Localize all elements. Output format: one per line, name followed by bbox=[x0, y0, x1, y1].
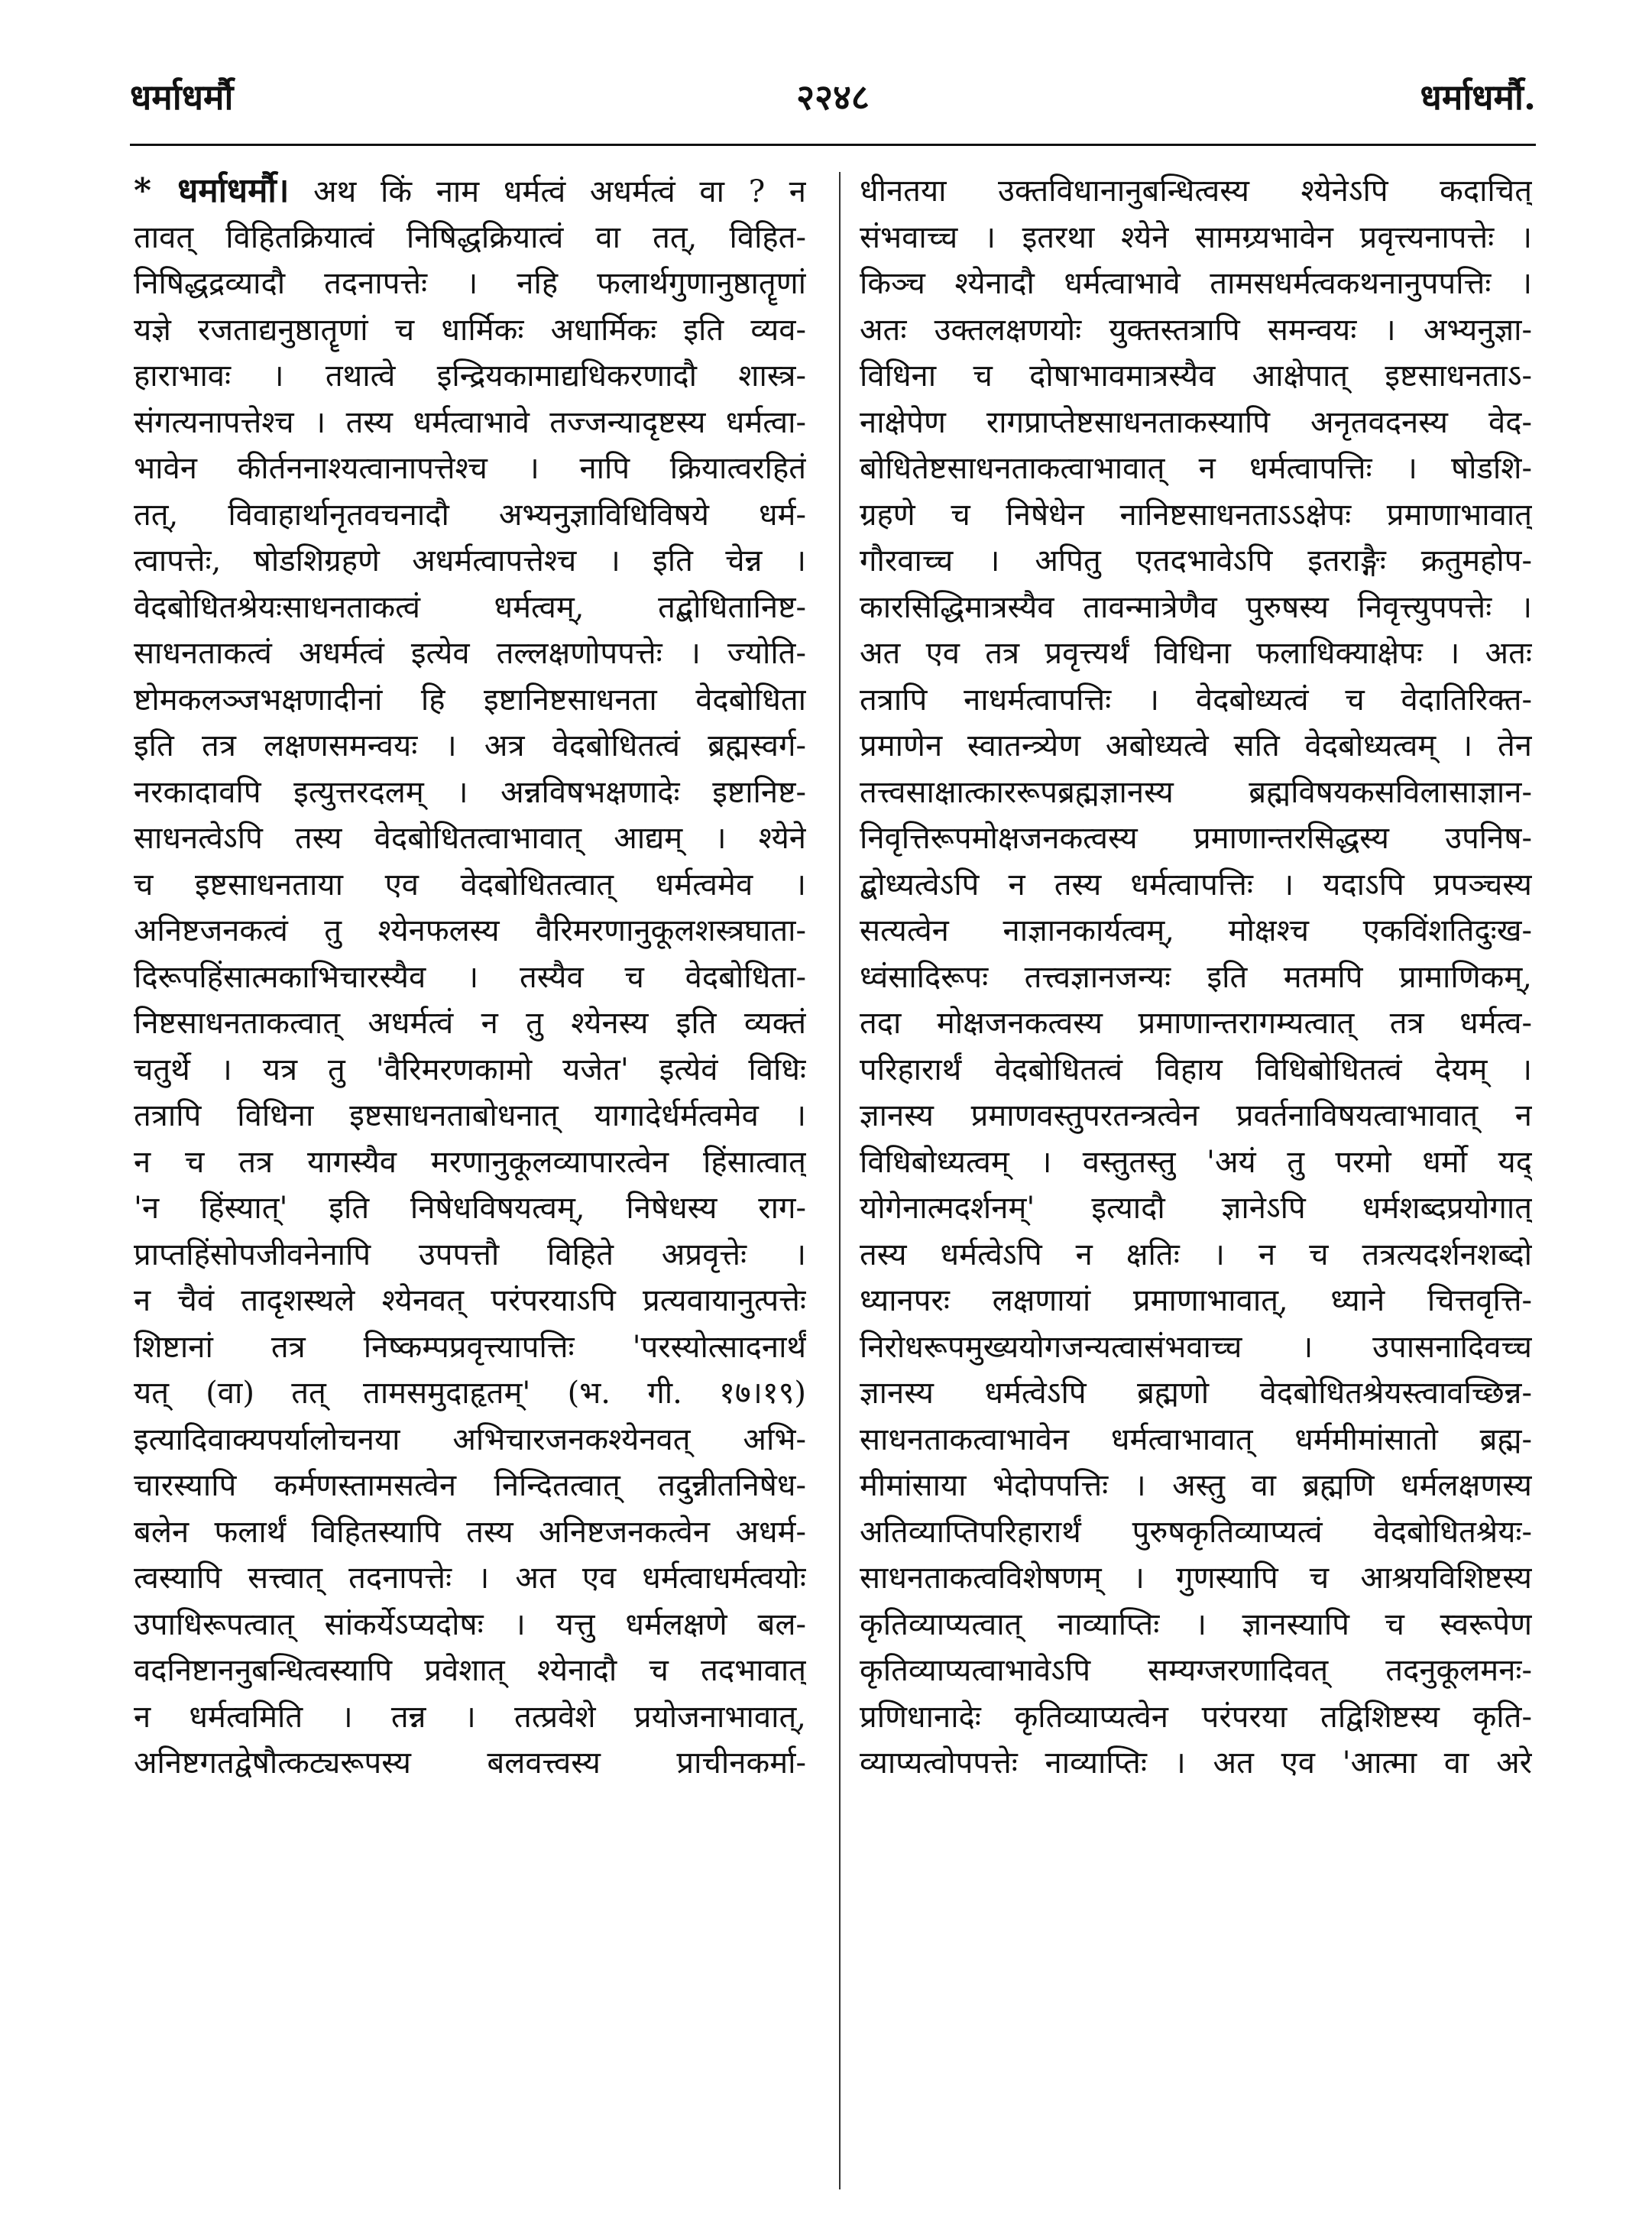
line-text: तत्त्वसाक्षात्काररूपब्रह्मज्ञानस्य ब्रह्मविषयकसविलासाज्ञान- bbox=[860, 774, 1532, 810]
text-line bbox=[134, 954, 806, 1001]
text-line bbox=[860, 770, 1532, 816]
header-rule bbox=[130, 144, 1536, 146]
text-line bbox=[134, 1278, 806, 1324]
right-column bbox=[860, 168, 1532, 1787]
text-line bbox=[860, 215, 1532, 261]
line-text: कृतिव्याप्यत्वात् नाव्याप्तिः । ज्ञानस्यापि च स्वरूपेण bbox=[860, 1606, 1532, 1642]
line-text: विधिबोध्यत्वम् । वस्तुतस्तु 'अयं तु परमो धर्मो यद् bbox=[860, 1144, 1532, 1180]
line-text: उपाधिरूपत्वात् सांकर्येऽप्यदोषः । यत्तु धर्मलक्षणे बल- bbox=[134, 1606, 806, 1642]
text-line bbox=[134, 307, 806, 354]
left-column bbox=[134, 168, 806, 1787]
text-line bbox=[860, 538, 1532, 585]
text-line bbox=[134, 585, 806, 631]
text-line bbox=[860, 1232, 1532, 1279]
text-line bbox=[134, 1602, 806, 1648]
line-text: अतिव्याप्तिपरिहारार्थं पुरुषकृतिव्याप्यत्वं वेदबोधितश्रेयः- bbox=[860, 1514, 1532, 1550]
line-text: संभवाच्च । इतरथा श्येने सामग्र्यभावेन प्रवृत्त्यनापत्तेः । bbox=[860, 219, 1532, 255]
line-text: इत्यादिवाक्यपर्यालोचनया अभिचारजनकश्येनवत् अभि- bbox=[134, 1421, 806, 1457]
text-line bbox=[860, 1185, 1532, 1232]
text-line bbox=[860, 815, 1532, 862]
text-line bbox=[134, 1324, 806, 1371]
line-text: द्बोध्यत्वेऽपि न तस्य धर्मत्वापत्तिः । यदाऽपि प्रपञ्चस्य bbox=[860, 867, 1532, 903]
column-divider bbox=[839, 172, 841, 2189]
line-text: ज्ञानस्य प्रमाणवस्तुपरतन्त्रत्वेन प्रवर्तनाविषयत्वाभावात् न bbox=[860, 1098, 1532, 1133]
line-text: विधिना च दोषाभावमात्रस्यैव आक्षेपात् इष्टसाधनताऽ- bbox=[860, 358, 1532, 394]
line-text: तत्रापि विधिना इष्टसाधनताबोधनात् यागादेर्धर्मत्वमेव । bbox=[134, 1098, 806, 1133]
text-line bbox=[134, 1185, 806, 1232]
text-line bbox=[134, 677, 806, 724]
line-text: तदा मोक्षजनकत्वस्य प्रमाणान्तरागम्यत्वात् तत्र धर्मत्व- bbox=[860, 1006, 1532, 1041]
line-text: अनिष्टगतद्वेषौत्कट्यरूपस्य बलवत्त्वस्य प्राचीनकर्मा- bbox=[134, 1745, 806, 1781]
line-text: व्याप्यत्वोपपत्तेः नाव्याप्तिः । अत एव 'आत्मा वा अरे bbox=[860, 1745, 1532, 1781]
line-text: यत् (वा) तत् तामसमुदाहृतम्' (भ. गी. १७।१९) bbox=[134, 1376, 806, 1411]
headword-left: धर्माधर्मौ bbox=[130, 76, 234, 118]
entry-headword: * धर्माधर्मौ। bbox=[134, 171, 290, 210]
line-text: तत्रापि नाधर्मत्वापत्तिः । वेदबोध्यत्वं च वेदातिरिक्त- bbox=[860, 682, 1532, 718]
line-text: साधनताकत्वविशेषणम् । गुणस्यापि च आश्रयविशिष्टस्य bbox=[860, 1560, 1532, 1596]
line-text: तावत् विहितक्रियात्वं निषिद्धक्रियात्वं वा तत्, विहित- bbox=[134, 219, 806, 255]
line-text: तस्य धर्मत्वेऽपि न क्षतिः । न च तत्रत्यदर्शनशब्दो bbox=[860, 1236, 1532, 1272]
text-line bbox=[134, 770, 806, 816]
text-line bbox=[134, 723, 806, 770]
text-line bbox=[860, 723, 1532, 770]
text-line bbox=[860, 1555, 1532, 1602]
line-text: साधनताकत्वं अधर्मत्वं इत्येव तल्लक्षणोपपत्तेः । ज्योति- bbox=[134, 636, 806, 671]
text-line bbox=[860, 307, 1532, 354]
text-line bbox=[134, 538, 806, 585]
line-text: ज्ञानस्य धर्मत्वेऽपि ब्रह्मणो वेदबोधितश्रेयस्त्वावच्छिन्न- bbox=[860, 1376, 1532, 1411]
text-line bbox=[860, 1047, 1532, 1094]
text-line bbox=[134, 400, 806, 446]
line-text: ष्टोमकलञ्जभक्षणादीनां हि इष्टानिष्टसाधनता वेदबोधिता bbox=[134, 682, 806, 718]
line-text: हाराभावः । तथात्वे इन्द्रियकामाद्यधिकरणादौ शास्त्र- bbox=[134, 358, 806, 394]
line-text: अनिष्टजनकत्वं तु श्येनफलस्य वैरिमरणानुकूलशस्त्रघाता- bbox=[134, 913, 806, 948]
text-line bbox=[860, 862, 1532, 909]
text-line bbox=[860, 1463, 1532, 1509]
line-text: यज्ञे रजताद्यनुष्ठातॄणां च धार्मिकः अधार्मिकः इति व्यव- bbox=[134, 312, 806, 348]
text-line bbox=[860, 1370, 1532, 1417]
line-text: सत्यत्वेन नाज्ञानकार्यत्वम्, मोक्षश्च एकविंशतिदुःख- bbox=[860, 913, 1532, 948]
text-line bbox=[134, 353, 806, 400]
line-text: वेदबोधितश्रेयःसाधनताकत्वं धर्मत्वम्, तद्बोधितानिष्ट- bbox=[134, 589, 806, 625]
text-line bbox=[134, 815, 806, 862]
text-line bbox=[134, 862, 806, 909]
line-text: ग्रहणे च निषेधेन नानिष्टसाधनताऽऽक्षेपः प्रमाणाभावात् bbox=[860, 497, 1532, 533]
text-line bbox=[860, 261, 1532, 307]
line-text: अत एव तत्र प्रवृत्त्यर्थं विधिना फलाधिक्याक्षेपः । अतः bbox=[860, 636, 1532, 671]
line-text: तत्, विवाहार्थानृतवचनादौ अभ्यनुज्ञाविधिविषये धर्म- bbox=[134, 497, 806, 533]
text-line bbox=[134, 1463, 806, 1509]
text-line bbox=[860, 1648, 1532, 1694]
line-text: नरकादावपि इत्युत्तरदलम् । अन्नविषभक्षणादेः इष्टानिष्ट- bbox=[134, 774, 806, 810]
text-line bbox=[860, 908, 1532, 954]
line-text: शिष्टानां तत्र निष्कम्पप्रवृत्त्यापत्तिः 'परस्योत्सादनार्थं bbox=[134, 1329, 806, 1365]
line-text: ध्यानपरः लक्षणायां प्रमाणाभावात्, ध्याने चित्तवृत्ति- bbox=[860, 1283, 1532, 1318]
text-line bbox=[134, 168, 806, 215]
text-line bbox=[134, 215, 806, 261]
line-text: कृतिव्याप्यत्वाभावेऽपि सम्यग्जरणादिवत् तदनुकूलमनः- bbox=[860, 1653, 1532, 1688]
line-text: नाक्षेपेण रागप्राप्तेष्टसाधनताकस्यापि अनृतवदनस्य वेद- bbox=[860, 404, 1532, 440]
line-text: त्वापत्तेः, षोडशिग्रहणे अधर्मत्वापत्तेश्च । इति चेन्न । bbox=[134, 543, 806, 578]
text-line bbox=[860, 1740, 1532, 1787]
line-text: निवृत्तिरूपमोक्षजनकत्वस्य प्रमाणान्तरसिद्धस्य उपनिष- bbox=[860, 821, 1532, 856]
running-header bbox=[130, 73, 1536, 141]
text-line bbox=[134, 1370, 806, 1417]
line-text: संगत्यनापत्तेश्च । तस्य धर्मत्वाभावे तज्जन्यादृष्टस्य धर्मत्वा- bbox=[134, 404, 806, 440]
text-line bbox=[134, 492, 806, 539]
text-line bbox=[134, 446, 806, 492]
text-line bbox=[860, 400, 1532, 446]
line-text: प्रमाणेन स्वातन्त्र्येण अबोध्यत्वे सति वेदबोध्यत्वम् । तेन bbox=[860, 728, 1532, 763]
text-line bbox=[134, 1648, 806, 1694]
text-line bbox=[860, 1694, 1532, 1741]
line-text: चतुर्थे । यत्र तु 'वैरिमरणकामो यजेत' इत्येवं विधिः bbox=[134, 1052, 806, 1087]
text-line bbox=[134, 1093, 806, 1139]
text-line bbox=[134, 1047, 806, 1094]
line-text: साधनताकत्वाभावेन धर्मत्वाभावात् धर्ममीमांसातो ब्रह्म- bbox=[860, 1421, 1532, 1457]
line-text: निरोधरूपमुख्ययोगजन्यत्वासंभवाच्च । उपासनादिवच्च bbox=[860, 1329, 1532, 1365]
text-line bbox=[860, 1278, 1532, 1324]
line-text: प्रणिधानादेः कृतिव्याप्यत्वेन परंपरया तद्विशिष्टस्य कृति- bbox=[860, 1699, 1532, 1735]
line-text: साधनत्वेऽपि तस्य वेदबोधितत्वाभावात् आद्यम् । श्येने bbox=[134, 821, 806, 856]
line-text: निषिद्धद्रव्यादौ तदनापत्तेः । नहि फलार्थगुणानुष्ठातॄणां bbox=[134, 266, 806, 301]
text-line bbox=[860, 353, 1532, 400]
text-line bbox=[860, 1509, 1532, 1556]
line-text: किञ्च श्येनादौ धर्मत्वाभावे तामसधर्मत्वकथनानुपपत्तिः । bbox=[860, 266, 1532, 301]
line-text: परिहारार्थं वेदबोधितत्वं विहाय विधिबोधितत्वं देयम् । bbox=[860, 1052, 1532, 1087]
text-line bbox=[134, 1555, 806, 1602]
line-text: अतः उक्तलक्षणयोः युक्तस्तत्रापि समन्वयः । अभ्यनुज्ञा- bbox=[860, 312, 1532, 348]
text-line bbox=[134, 1694, 806, 1741]
line-text: निष्टसाधनताकत्वात् अधर्मत्वं न तु श्येनस्य इति व्यक्तं bbox=[134, 1006, 806, 1041]
text-line bbox=[860, 1324, 1532, 1371]
text-line bbox=[134, 1509, 806, 1556]
text-line bbox=[134, 1232, 806, 1279]
line-text: दिरूपहिंसात्मकाभिचारस्यैव । तस्यैव च वेदबोधिता- bbox=[134, 959, 806, 995]
line-text: वदनिष्टाननुबन्धित्वस्यापि प्रवेशात् श्येनादौ च तदभावात् bbox=[134, 1653, 806, 1688]
line-text: योगेनात्मदर्शनम्' इत्यादौ ज्ञानेऽपि धर्मशब्दप्रयोगात् bbox=[860, 1191, 1532, 1226]
line-text: ध्वंसादिरूपः तत्त्वज्ञानजन्यः इति मतमपि प्रामाणिकम्, bbox=[860, 959, 1532, 995]
text-line bbox=[860, 677, 1532, 724]
line-text: च इष्टसाधनताया एव वेदबोधितत्वात् धर्मत्वमेव । bbox=[134, 867, 806, 903]
line-text: कारसिद्धिमात्रस्यैव तावन्मात्रेणैव पुरुषस्य निवृत्त्युपपत्तेः । bbox=[860, 589, 1532, 625]
text-line bbox=[860, 492, 1532, 539]
line-text: गौरवाच्च । अपितु एतदभावेऽपि इतराङ्गैः क्रतुमहोप- bbox=[860, 543, 1532, 578]
line-text: इति तत्र लक्षणसमन्वयः । अत्र वेदबोधितत्वं ब्रह्मस्वर्ग- bbox=[134, 728, 806, 763]
text-line bbox=[134, 1417, 806, 1463]
line-text: न चैवं तादृशस्थले श्येनवत् परंपरयाऽपि प्रत्यवायानुत्पत्तेः bbox=[134, 1283, 806, 1318]
line-text: न च तत्र यागस्यैव मरणानुकूलव्यापारत्वेन हिंसात्वात् bbox=[134, 1144, 806, 1180]
line-text: मीमांसाया भेदोपपत्तिः । अस्तु वा ब्रह्मणि धर्मलक्षणस्य bbox=[860, 1468, 1532, 1503]
line-text: भावेन कीर्तननाश्यत्वानापत्तेश्च । नापि क्रियात्वरहितं bbox=[134, 451, 806, 486]
line-text: प्राप्तहिंसोपजीवनेनापि उपपत्तौ विहिते अप्रवृत्तेः । bbox=[134, 1236, 806, 1272]
text-line bbox=[860, 954, 1532, 1001]
text-line bbox=[134, 1740, 806, 1787]
line-text: न धर्मत्वमिति । तन्न । तत्प्रवेशे प्रयोजनाभावात्, bbox=[134, 1699, 806, 1735]
text-line bbox=[860, 168, 1532, 215]
text-line bbox=[134, 1000, 806, 1047]
line-text: त्वस्यापि सत्त्वात् तदनापत्तेः । अत एव धर्मत्वाधर्मत्वयोः bbox=[134, 1560, 806, 1596]
text-line bbox=[860, 1417, 1532, 1463]
line-text: चारस्यापि कर्मणस्तामसत्वेन निन्दितत्वात् तदुन्नीतनिषेध- bbox=[134, 1468, 806, 1503]
text-line bbox=[134, 261, 806, 307]
text-line bbox=[134, 630, 806, 677]
text-line bbox=[860, 1093, 1532, 1139]
text-line bbox=[860, 1139, 1532, 1186]
text-line bbox=[134, 908, 806, 954]
text-line bbox=[860, 630, 1532, 677]
line-text: बोधितेष्टसाधनताकत्वाभावात् न धर्मत्वापत्तिः । षोडशि- bbox=[860, 451, 1532, 486]
text-line bbox=[860, 1000, 1532, 1047]
page-number: २२४८ bbox=[796, 76, 870, 118]
line-text: धीनतया उक्तविधानानुबन्धित्वस्य श्येनेऽपि कदाचित् bbox=[860, 173, 1532, 209]
line-text: बलेन फलार्थं विहितस्यापि तस्य अनिष्टजनकत्वेन अधर्म- bbox=[134, 1514, 806, 1550]
headword-right: धर्माधर्मौ. bbox=[1420, 76, 1536, 118]
text-line bbox=[860, 585, 1532, 631]
text-line bbox=[134, 1139, 806, 1186]
text-line bbox=[860, 1602, 1532, 1648]
line-text: 'न हिंस्यात्' इति निषेधविषयत्वम्, निषेधस्य राग- bbox=[134, 1191, 806, 1226]
line-text: अथ किं नाम धर्मत्वं अधर्मत्वं वा ? न bbox=[313, 174, 806, 209]
text-line bbox=[860, 446, 1532, 492]
